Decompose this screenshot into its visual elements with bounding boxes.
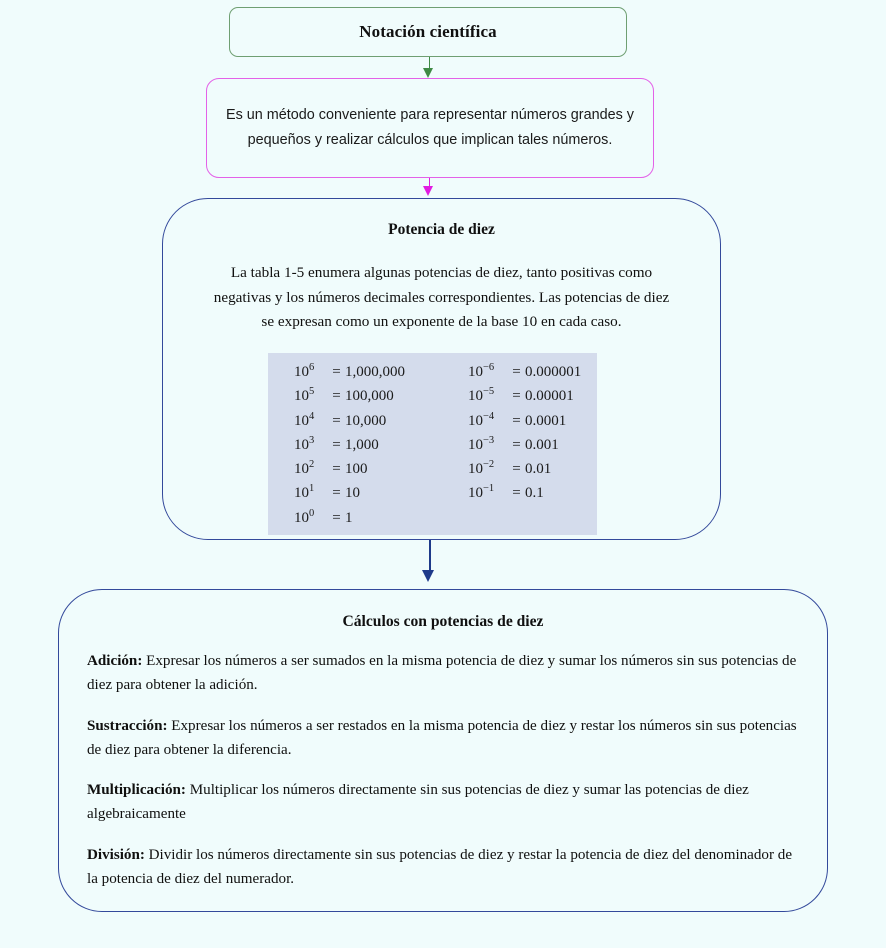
- power-expression: $10^5$: [294, 386, 315, 405]
- equals-sign: =: [332, 461, 341, 478]
- power-value: 1,000,000: [345, 364, 405, 380]
- equals-sign: =: [512, 461, 521, 478]
- power-expression: $10^3$: [294, 434, 315, 453]
- power-expression: $10^{-3}$: [468, 434, 495, 453]
- powers-table-row: [468, 485, 597, 509]
- calculation-term: Adición:: [87, 653, 143, 669]
- powers-table-row: [294, 364, 464, 388]
- powers-table-row: [468, 410, 597, 437]
- power-expression: $10^4$: [294, 410, 315, 429]
- calculation-description: Expresar los números a ser sumados en la misma potencia de diez y sumar los números sin sus potencias de diez para obtener la adición.: [87, 653, 797, 693]
- power-value: 10: [345, 485, 360, 502]
- power-value: 0.1: [525, 485, 544, 502]
- arrowhead-powers-to-calculations: [422, 570, 434, 582]
- power-value: 0.0001: [525, 412, 567, 429]
- powers-table-row: [294, 410, 464, 437]
- powers-table-row: [468, 434, 597, 461]
- power-expression: $10^{-5}$: [468, 386, 495, 405]
- power-expression: $10^{-4}$: [468, 410, 495, 429]
- equals-sign: =: [332, 436, 341, 453]
- power-expression: $10^1$: [294, 483, 315, 502]
- powers-table-row: [468, 364, 597, 388]
- equals-sign: =: [332, 412, 341, 429]
- power-expression: $10^{-6}$: [468, 362, 495, 380]
- equals-sign: =: [332, 485, 341, 502]
- power-expression: $10^0$: [294, 507, 315, 526]
- power-value: 10,000: [345, 412, 387, 429]
- equals-sign: =: [512, 485, 521, 502]
- equals-sign: =: [332, 364, 341, 380]
- node-calculations: [58, 589, 828, 912]
- powers-table-row: [294, 388, 464, 412]
- node-scientific-notation-title: [229, 7, 627, 57]
- calculation-item: [87, 844, 805, 892]
- calculation-description: Expresar los números a ser restados en la misma potencia de diez y restar los números sin sus potencias de diez para obtener la diferencia.: [87, 717, 797, 758]
- equals-sign: =: [512, 436, 521, 453]
- powers-table-row: [294, 507, 464, 534]
- powers-heading: Potencia de diez: [388, 221, 495, 238]
- equals-sign: =: [332, 388, 341, 405]
- arrowhead-title-to-definition: [423, 68, 433, 78]
- powers-table-row: [294, 434, 464, 461]
- equals-sign: =: [332, 509, 341, 526]
- calculation-term: Sustracción:: [87, 717, 168, 734]
- equals-sign: =: [512, 364, 521, 380]
- calculation-item: [87, 715, 805, 763]
- powers-of-ten-table: [268, 353, 597, 535]
- power-value: 1: [345, 509, 353, 526]
- equals-sign: =: [512, 388, 521, 405]
- calculation-term: Multiplicación:: [87, 782, 186, 799]
- power-value: 100,000: [345, 388, 394, 405]
- calculation-term: División:: [87, 847, 145, 864]
- power-value: 1,000: [345, 436, 379, 453]
- powers-table-row: [468, 388, 597, 412]
- power-value: 0.000001: [525, 364, 582, 380]
- powers-body-text: La tabla 1-5 enumera algunas potencias de diez, tanto positivas como negativas y los números decimales correspondientes. Las potencias de diez se expresan como un exponente de la base 10 en cada caso.: [213, 264, 670, 331]
- powers-table-negative-column: [464, 364, 597, 535]
- powers-table-row: [294, 485, 464, 509]
- power-value: 100: [345, 461, 368, 478]
- node-definition: [206, 78, 654, 178]
- calculations-heading: Cálculos con potencias de diez: [342, 613, 544, 630]
- powers-table-row: [468, 461, 597, 485]
- calculation-description: Dividir los números directamente sin sus potencias de diez y restar la potencia de diez del denominador de la potencia de diez del numerador.: [87, 847, 793, 887]
- power-expression: $10^2$: [294, 459, 315, 478]
- arrowhead-definition-to-powers: [423, 186, 433, 196]
- calculation-item: [87, 650, 805, 698]
- power-value: 0.01: [525, 461, 552, 478]
- calculation-description: Multiplicar los números directamente sin sus potencias de diez y sumar las potencias de diez algebraicamente: [87, 782, 749, 823]
- calculation-item: [87, 779, 805, 827]
- power-expression: $10^{-2}$: [468, 459, 495, 478]
- calculations-list: [73, 650, 813, 892]
- equals-sign: =: [512, 412, 521, 429]
- definition-text: Es un método conveniente para representar números grandes y pequeños y realizar cálculos que implican tales números.: [226, 106, 634, 148]
- node-title-label: Notación científica: [359, 22, 497, 41]
- power-value: 0.001: [525, 436, 559, 453]
- power-expression: $10^6$: [294, 362, 315, 380]
- power-value: 0.00001: [525, 388, 574, 405]
- power-expression: $10^{-1}$: [468, 483, 495, 502]
- powers-table-row: [294, 461, 464, 485]
- powers-table-positive-column: [268, 364, 464, 535]
